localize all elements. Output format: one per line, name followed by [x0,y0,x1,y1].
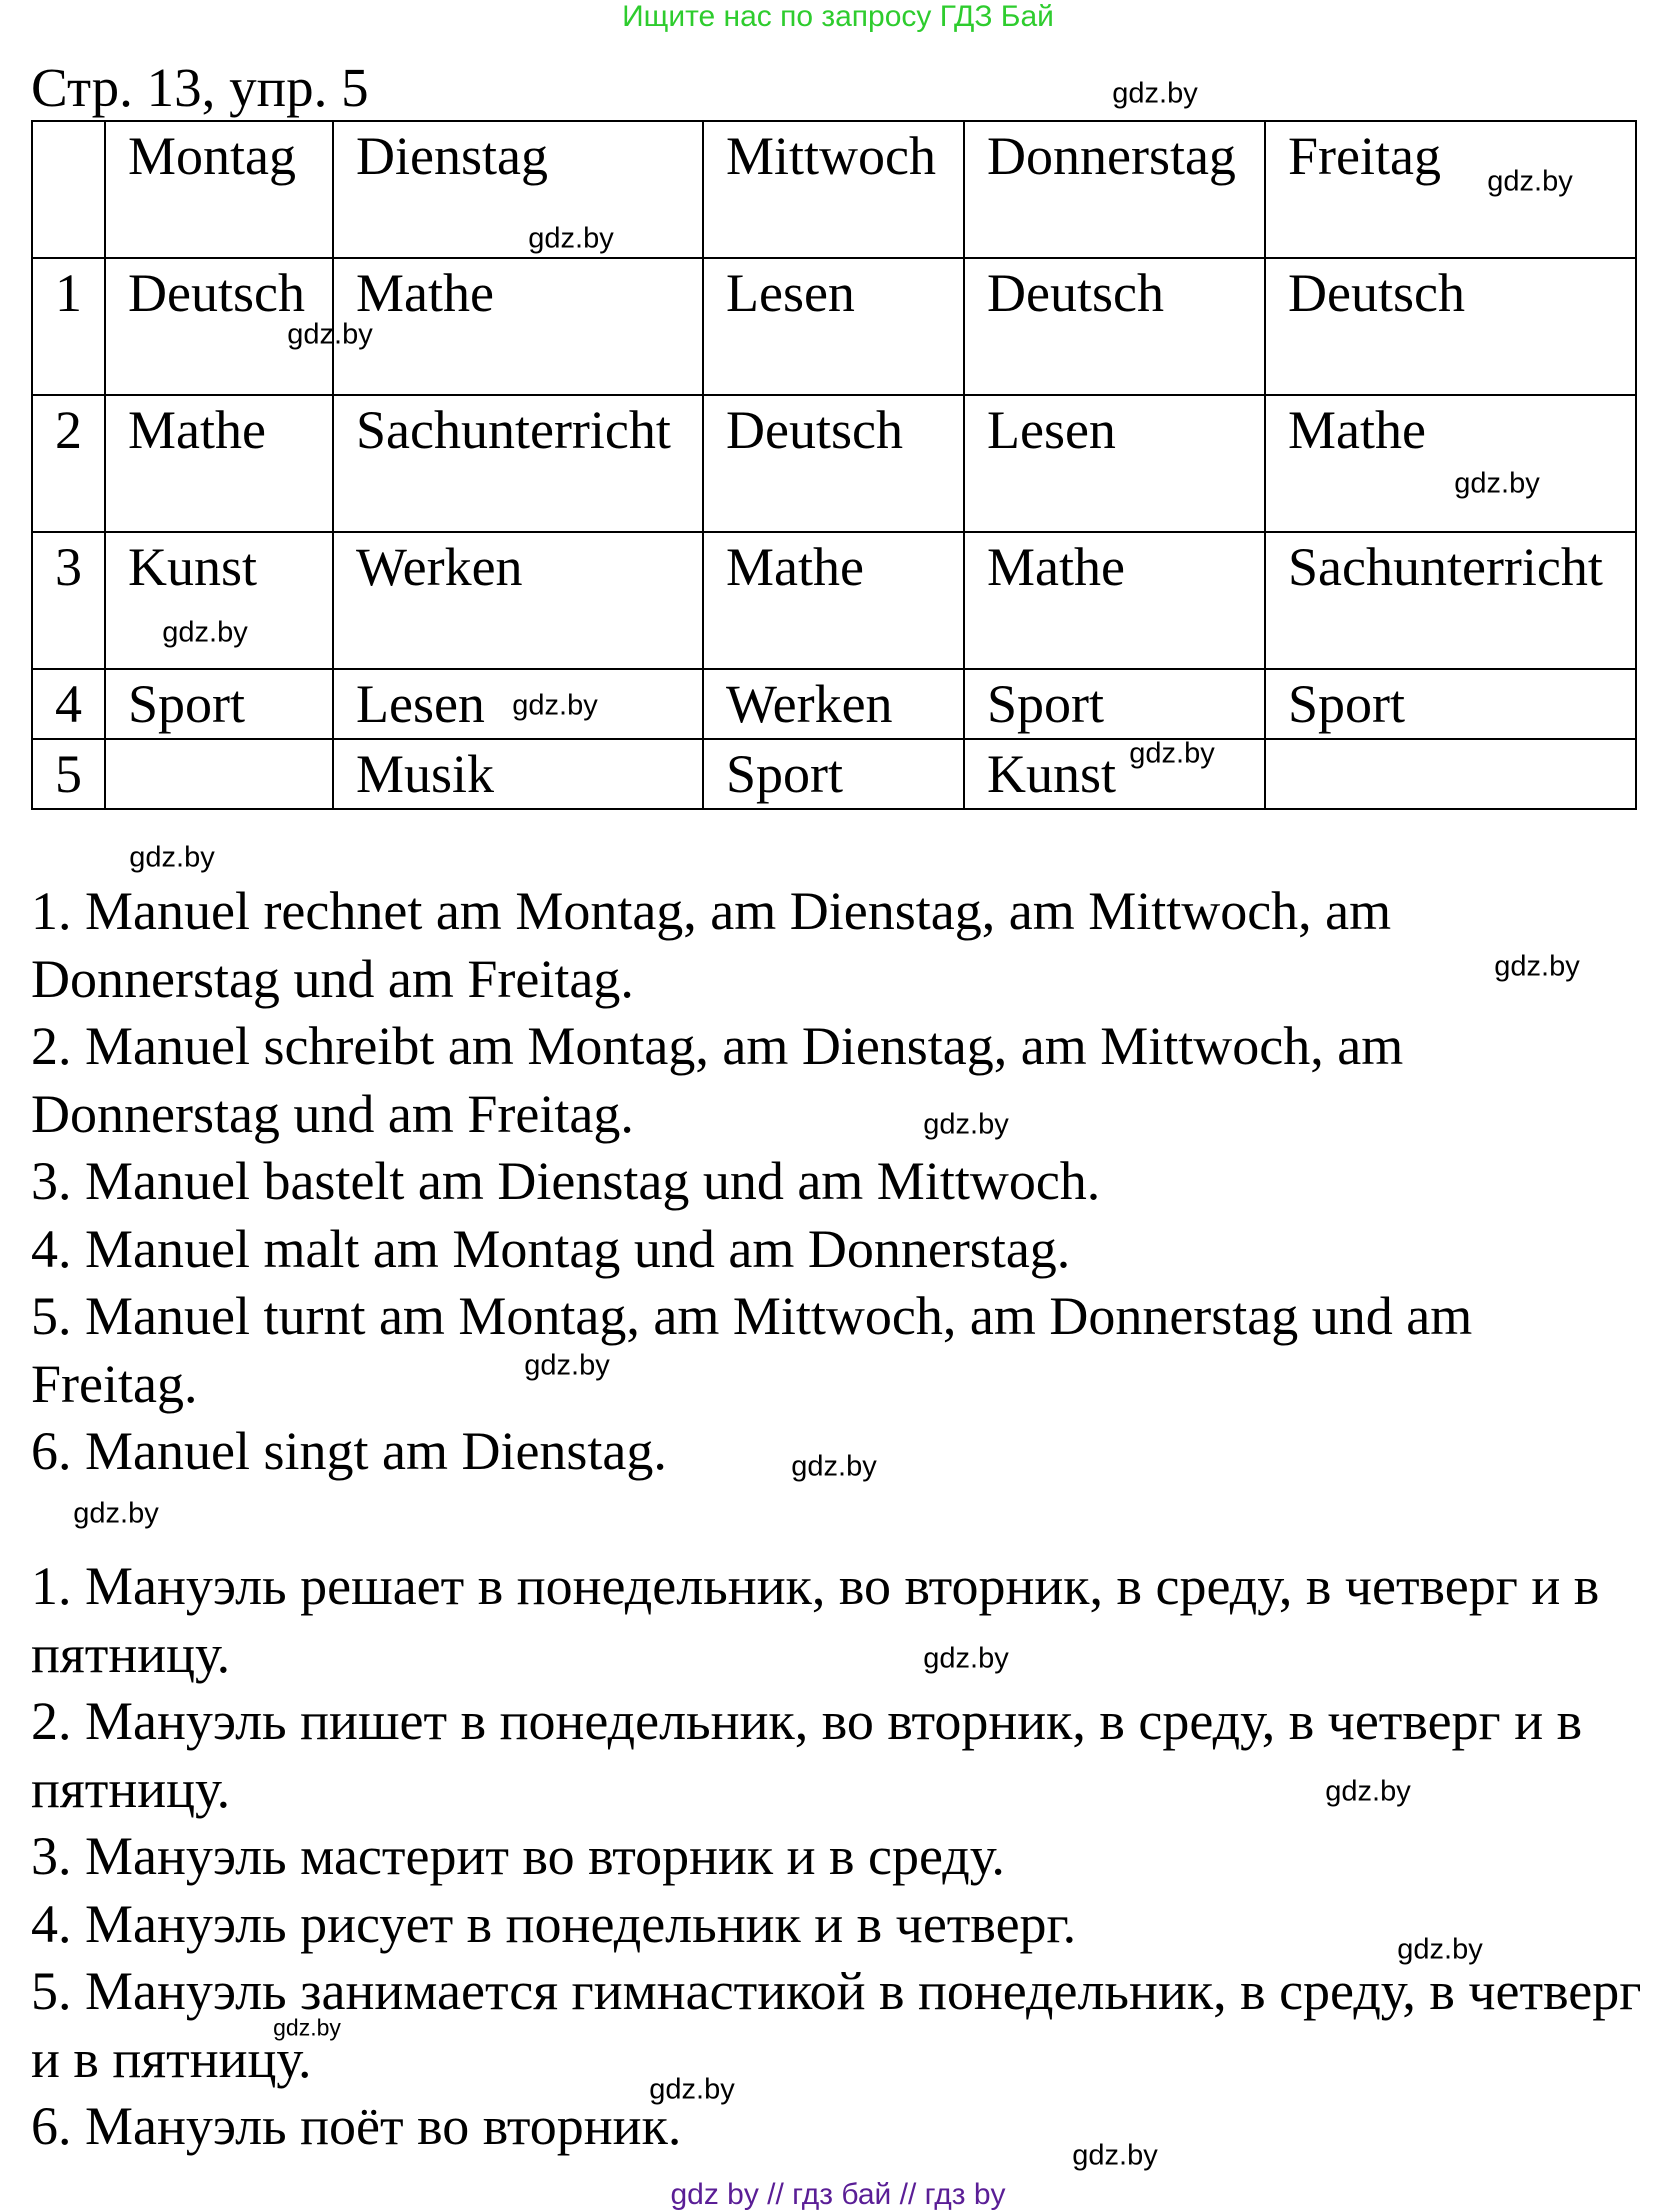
search-banner[interactable]: Ищите нас по запросу ГДЗ Бай [622,0,1054,33]
lesson-number: 5 [32,739,105,809]
table-cell: Mathe [105,395,333,532]
german-answers [31,878,1651,1486]
watermark: gdz.by [1397,1933,1483,1966]
table-cell: Mathe [964,532,1265,669]
schedule-table [31,120,1637,810]
russian-answers [31,1553,1651,2161]
table-row [32,532,1636,669]
watermark: gdz.by [649,2073,735,2106]
page-title: Стр. 13, упр. 5 [31,57,369,118]
table-cell: Werken [333,532,703,669]
answer-line: 5. Мануэль занимается гимнастикой в понедельник, в среду, в четверг и в пятницу. [31,1961,1642,2089]
watermark: gdz.by [512,689,598,722]
table-cell: Lesen [703,258,964,395]
table-cell: Deutsch [105,258,333,395]
table-cell: Kunst [105,532,333,669]
watermark: gdz.by [1325,1775,1411,1808]
answer-line: 6. Manuel singt am Dienstag. [31,1421,667,1481]
watermark: gdz.by [1112,77,1198,110]
answer-line: 1. Мануэль решает в понедельник, во вторник, в среду, в четверг и в пятницу. [31,1556,1600,1684]
watermark: gdz.by [528,222,614,255]
header-cell [32,121,105,258]
watermark: gdz.by [287,318,373,351]
table-row [32,258,1636,395]
watermark: gdz.by [1487,165,1573,198]
lesson-number: 2 [32,395,105,532]
watermark: gdz.by [273,2014,341,2041]
lesson-number: 4 [32,669,105,739]
answer-line: 4. Мануэль рисует в понедельник и в четверг. [31,1893,1077,1954]
watermark: gdz.by [1072,2139,1158,2172]
header-cell: Montag [105,121,333,258]
table-cell: Sport [964,669,1265,739]
watermark: gdz.by [73,1497,159,1530]
header-cell: Dienstag [333,121,703,258]
table-cell [1265,739,1636,809]
watermark: gdz.by [1494,950,1580,983]
table-cell: Sport [703,739,964,809]
watermark: gdz.by [162,616,248,649]
table-cell: Mathe [1265,395,1636,532]
table-row [32,395,1636,532]
answer-line: 6. Мануэль поёт во вторник. [31,2096,682,2156]
table-header-row [32,121,1636,258]
answer-line: 3. Мануэль мастерит во вторник и в среду. [31,1826,1005,1886]
header-cell: Freitag [1265,121,1636,258]
footer-links[interactable]: gdz by // гдз бай // гдз by [670,2178,1006,2211]
watermark: gdz.by [524,1349,610,1382]
answer-line: 4. Manuel malt am Montag und am Donnerstag. [31,1218,1071,1279]
watermark: gdz.by [923,1642,1009,1675]
watermark: gdz.by [1129,737,1215,770]
table-cell: Lesen [333,669,703,739]
watermark: gdz.by [791,1450,877,1483]
table-row [32,669,1636,739]
watermark: gdz.by [129,841,215,874]
answer-line: 2. Manuel schreibt am Montag, am Dienstag, am Mittwoch, am Donnerstag und am Freitag. [31,1016,1404,1144]
watermark: gdz.by [1454,467,1540,500]
table-cell: Deutsch [964,258,1265,395]
answer-line: 1. Manuel rechnet am Montag, am Dienstag, am Mittwoch, am Donnerstag und am Freitag. [31,881,1392,1009]
header-cell: Mittwoch [703,121,964,258]
table-cell: Kunst [964,739,1265,809]
table-cell: Sachunterricht [1265,532,1636,669]
header-cell: Donnerstag [964,121,1265,258]
table-cell: Musik [333,739,703,809]
table-cell: Sport [105,669,333,739]
table-row [32,739,1636,809]
answer-line: 2. Мануэль пишет в понедельник, во вторник, в среду, в четверг и в пятницу. [31,1691,1583,1819]
table-cell: Werken [703,669,964,739]
table-cell: Mathe [703,532,964,669]
table-cell: Sachunterricht [333,395,703,532]
watermark: gdz.by [923,1108,1009,1141]
table-cell: Deutsch [1265,258,1636,395]
table-cell: Mathe [333,258,703,395]
answer-line: 3. Manuel bastelt am Dienstag und am Mittwoch. [31,1151,1101,1211]
answer-line: 5. Manuel turnt am Montag, am Mittwoch, am Donnerstag und am Freitag. [31,1286,1473,1414]
table-cell [105,739,333,809]
table-cell: Lesen [964,395,1265,532]
lesson-number: 1 [32,258,105,395]
lesson-number: 3 [32,532,105,669]
table-cell: Sport [1265,669,1636,739]
table-cell: Deutsch [703,395,964,532]
